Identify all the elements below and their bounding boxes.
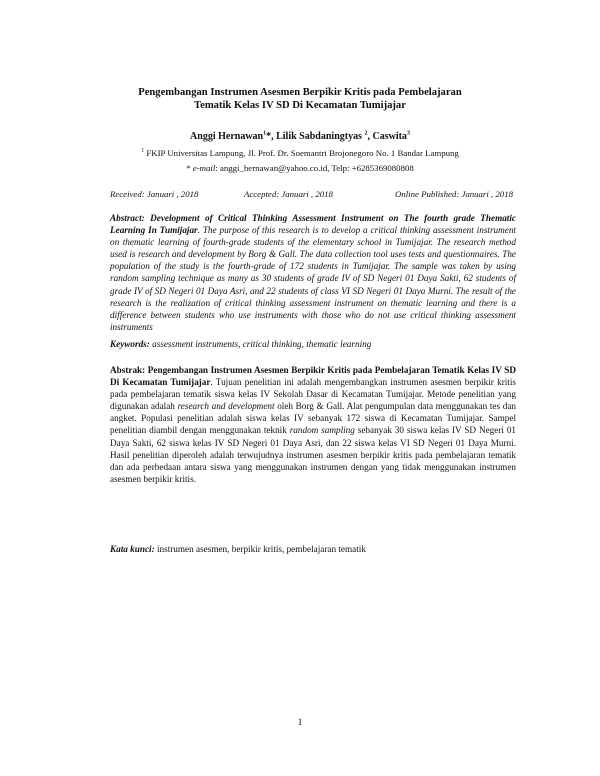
kata-kunci-text: instrumen asesmen, berpikir kritis, pembelajaran tematik <box>154 544 366 554</box>
email-prefix: * <box>186 163 193 173</box>
abstrak-label: Abstrak: <box>110 365 146 375</box>
abstract-label: Abstract: <box>110 213 145 223</box>
abstract-english <box>110 212 516 333</box>
keywords-label: Keywords: <box>110 339 150 349</box>
email-label: e-mail <box>192 163 216 173</box>
abstract-body-id-1: . Tujuan penelitian ini adalah mengembangkan instrumen asesmen berpikir kritis pada pembelajaran tematik siswa kelas IV Sekolah Dasar di Kecamatan Tumijajar. Metode penelitian yang digunakan adalah <box>110 377 516 412</box>
published-date: Online Published: Januari , 2018 <box>394 189 513 199</box>
abstract-title-id: Pengembangan Instrumen Asesmen Berpikir Kritis pada Pembelajaran Tematik Kelas IV SD Di Kecamatan Tumijajar <box>110 365 516 388</box>
author-3-sup: 3 <box>406 130 410 137</box>
abstract-body-id-3: sebanyak 30 siswa kelas IV SD Negeri 01 Daya Sakti, 62 siswa kelas IV SD Negeri 01 Daya Asri, dan 22 siswa kelas VI SD Negeri 01 Daya Murni. Hasil penelitian diperoleh adalah terwujudnya instrumen asesmen berpikir kritis pada pembelajaran tematik dan ada perbedaan antara siswa yang menggunakan instrumen dengan yang tidak menggunakan instrumen asesmen berpikir kritis. <box>110 425 517 484</box>
accepted-date: Accepted: Januari , 2018 <box>244 189 333 199</box>
keywords-indonesian <box>110 543 516 555</box>
email-text: : anggi_hernawan@yahoo.co.id, Telp: +6285369080808 <box>215 163 414 173</box>
author-2: Lilik Sabdaningtyas <box>276 131 365 142</box>
affiliation-sup: 1 <box>141 148 145 155</box>
title-line-2: Tematik Kelas IV SD Di Kecamatan Tumijajar <box>194 100 406 111</box>
keywords-text: assessment instruments, critical thinking, thematic learning <box>149 339 372 349</box>
author-1-sup: 1 <box>263 130 267 137</box>
kata-kunci-label: Kata kunci: <box>110 544 155 554</box>
publication-dates <box>110 188 513 200</box>
abstract-body-en: . The purpose of this research is to develop a critical thinking assessment instrument on thematic learning of fourth-grade students of the elementary school in Tumijajar. The research method used is research and development by Borg & Gall. The data collection tool uses tests and questionnaires. The population of the study is the fourth-grade of 172 students in Tumijajar. The sample was taken by using random sampling technique as many as 30 students of grade IV of SD Negeri 01 Daya Sakti, 62 students of grade IV of SD Negeri 01 Daya Asri, and 22 students of class VI SD Negeri 01 Daya Murni. The result of the research is the realization of critical thinking assessment instrument on thematic learning and there is a difference between students who use instruments with those who do not use critical thinking assessment instruments <box>110 225 516 332</box>
author-1: Anggi Hernawan <box>190 131 264 142</box>
abstract-italic-2: random sampling <box>289 425 355 436</box>
received-date: Received: Januari , 2018 <box>110 189 199 199</box>
title-line-1: Pengembangan Instrumen Asesmen Berpikir Kritis pada Pembelajaran <box>138 87 462 98</box>
keywords-english <box>110 338 516 350</box>
abstract-body-id-2: oleh Borg & Gall. Alat pengumpulan data menggunakan tes dan angket. Populasi penelitian adalah siswa kelas IV sebanyak 172 siswa di Kecamatan Tumijajar. Sampel penelitian diambil dengan menggunakan teknik <box>110 401 516 436</box>
author-2-sup: 2 <box>364 130 368 137</box>
abstract-italic-1: research and development <box>177 401 275 412</box>
affiliation <box>0 148 600 159</box>
paper-title <box>90 86 510 112</box>
author-separator: , <box>367 131 373 142</box>
affiliation-text: FKIP Universitas Lampung, Jl. Prof. Dr. Soemantri Brojonegoro No. 1 Bandar Lampung <box>144 148 459 158</box>
page-number: 1 <box>297 718 303 728</box>
abstract-indonesian <box>110 364 516 485</box>
corresponding-mark: *, <box>266 131 277 142</box>
author-3: Caswita <box>372 131 407 142</box>
abstract-title-en: Development of Critical Thinking Assessment Instrument on The fourth grade Thematic Learning In Tumijajar <box>110 213 516 236</box>
contact-email <box>0 163 600 174</box>
author-list <box>0 131 600 143</box>
